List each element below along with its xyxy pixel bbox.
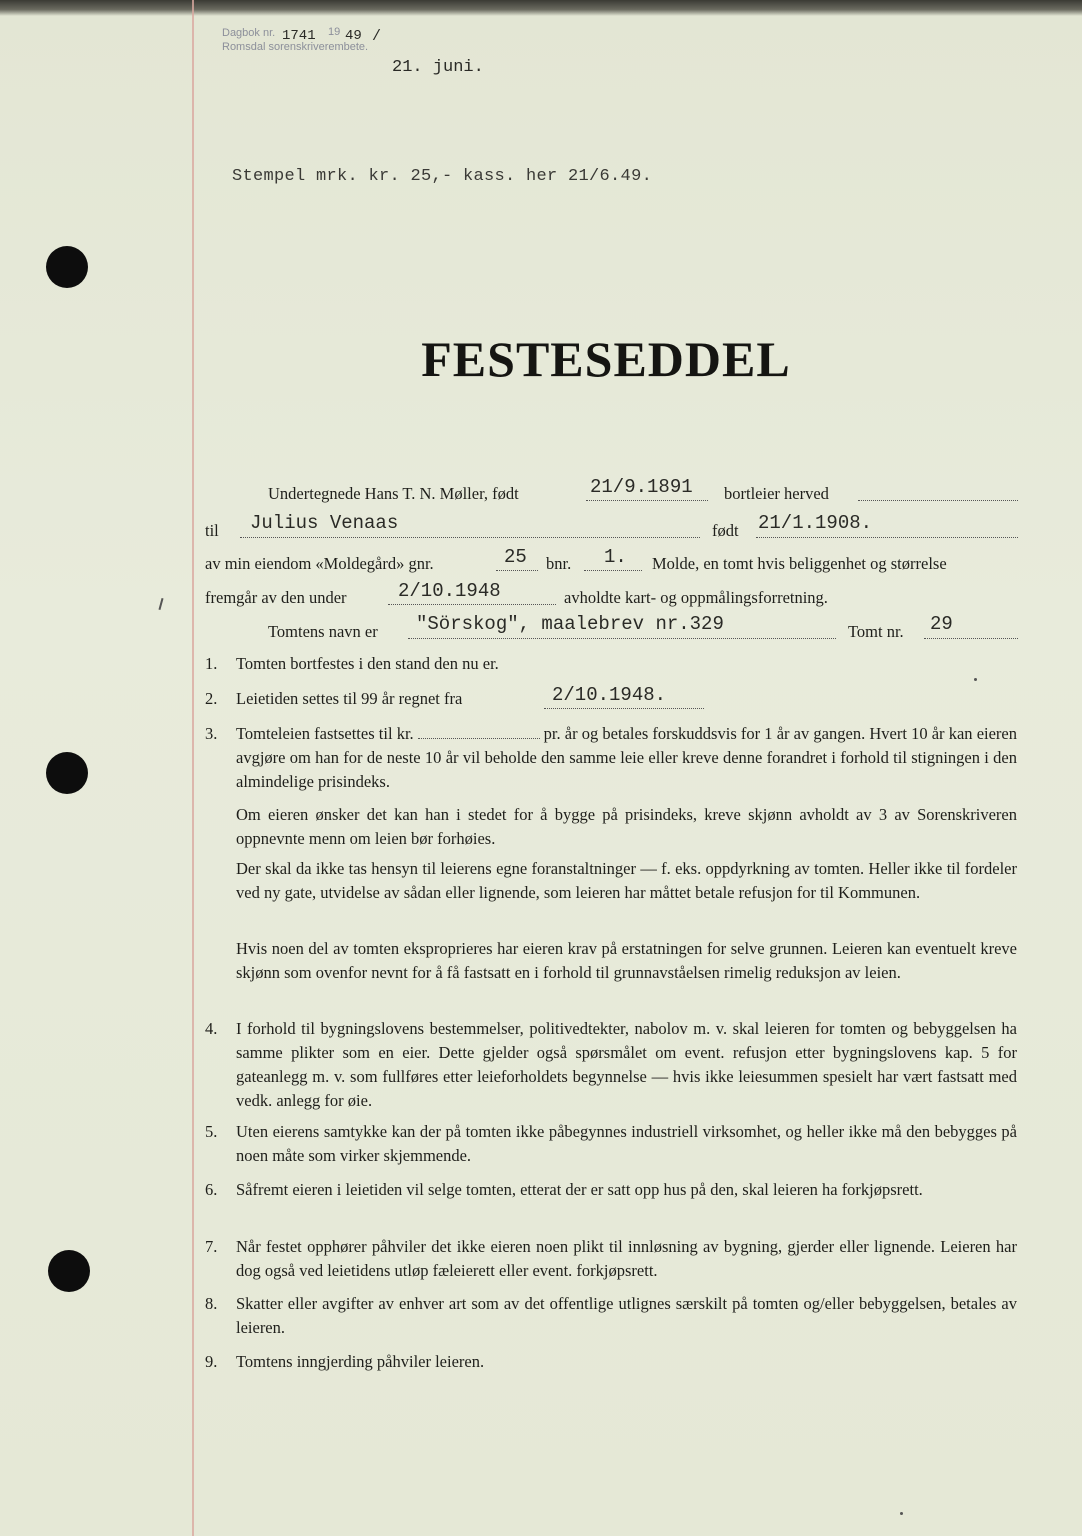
- clause-6: [205, 1178, 1017, 1202]
- stamp-office: Romsdal sorenskriverembete.: [222, 41, 369, 53]
- clause-text: Leietiden settes til 99 år regnet fra: [236, 689, 463, 708]
- form-line4-prefix: fremgår av den under: [205, 588, 347, 607]
- fill-line: [586, 500, 708, 501]
- plot-no-label: Tomt nr.: [848, 622, 904, 641]
- form-line1-suffix: bortleier herved: [724, 484, 829, 503]
- stempel-line: Stempel mrk. kr. 25,- kass. her 21/6.49.: [232, 167, 653, 186]
- lease-start-date: 2/10.1948.: [552, 684, 667, 706]
- clause-number: 9.: [205, 1352, 218, 1371]
- fill-line: [240, 537, 700, 538]
- clause-text-b: pr. år og betales forskuddsvis for 1 år av gangen. Hvert 10 år kan eieren avgjøre om han for de neste 10 år vil beholde den samme leie eller kreve denne forandret i forhold til stigningen i den almindelige prisindeks.: [236, 724, 1017, 791]
- clause-3: [205, 722, 1017, 794]
- survey-date: 2/10.1948: [398, 580, 501, 602]
- clause-5: [205, 1120, 1017, 1168]
- fill-line: [418, 738, 540, 739]
- form-line2-born-label: født: [712, 521, 739, 540]
- clause-3-paragraph-4: Hvis noen del av tomten eksproprieres har eieren krav på erstatningen for selve grunnen. Leieren kan eventuelt kreve skjønn som ovenfor nevnt for å få fastsatt en i forhold til grunnavståelsen rimelig reduksjon av leien.: [236, 939, 1017, 982]
- clause-text: Uten eierens samtykke kan der på tomten ikke påbegynnes industriell virksomhet, og heller ikke må den bebygges på noen måte som virker skjemmende.: [236, 1122, 1017, 1165]
- scan-top-edge: [0, 0, 1082, 16]
- clause-number: 8.: [205, 1294, 218, 1313]
- clause-number: 1.: [205, 654, 218, 673]
- plot-no: 29: [930, 613, 953, 635]
- fill-line: [924, 638, 1018, 639]
- punch-hole: [46, 752, 88, 794]
- form-line1-prefix: Undertegnede Hans T. N. Møller, født: [268, 484, 519, 503]
- fill-line: [756, 537, 1018, 538]
- clause-3-paragraph-3: Der skal da ikke tas hensyn til leierens egne foranstaltninger — f. eks. oppdyrkning av tomten. Heller ikke til fordeler ved ny gate, utvidelse av sådan eller lignende, som leieren har måttet betale refusjon for til Kommunen.: [236, 859, 1017, 902]
- gnr-value: 25: [504, 546, 527, 568]
- owner-birthdate: 21/9.1891: [590, 476, 693, 498]
- document-title: FESTESEDDEL: [421, 331, 791, 387]
- tenant-name: Julius Venaas: [250, 512, 399, 534]
- clause-text: Skatter eller avgifter av enhver art som av det offentlige utlignes særskilt på tomten og/eller bebyggelsen, betales av leieren.: [236, 1294, 1017, 1337]
- clause-4: [205, 1017, 1017, 1113]
- fill-line: [584, 570, 642, 571]
- clause-3-paragraph-2: Om eieren ønsker det kan han i stedet for å bygge på prisindeks, kreve skjønn avholdt av 3 av Sorenskriveren oppnevnte menn om leien bør forhøies.: [236, 805, 1017, 848]
- punch-hole: [46, 246, 88, 288]
- clause-9: [205, 1350, 1017, 1374]
- fill-line: [496, 570, 538, 571]
- tenant-birthdate: 21/1.1908.: [758, 512, 873, 534]
- clause-text: Tomten bortfestes i den stand den nu er.: [236, 654, 499, 673]
- pencil-mark: [158, 598, 163, 610]
- stamp-slash: /: [372, 28, 382, 45]
- clause-number: 7.: [205, 1237, 218, 1256]
- clause-number: 2.: [205, 689, 218, 708]
- bnr-value: 1.: [604, 546, 627, 568]
- stamp-year: 49: [345, 28, 362, 44]
- stamp-year-prefix: 19: [328, 26, 341, 38]
- clause-number: 5.: [205, 1122, 218, 1141]
- stamp-date: 21. juni.: [392, 58, 484, 77]
- form-line2-prefix: til: [205, 521, 219, 540]
- form-line3-prefix: av min eiendom «Moldegård» gnr.: [205, 554, 434, 573]
- clause-text: I forhold til bygningslovens bestemmelser, politivedtekter, nabolov m. v. skal leieren for tomten og bebyggelsen ha samme plikter som en eier. Dette gjelder også spørsmålet om event. refusjon etter bygningslovens kap. 5 for gateanlegg m. v. som fullføres etter leieforholdets begynnelse — hvis ikke leiesummen spesielt har vært fastsatt med vedk. anlegg for øie.: [236, 1019, 1017, 1110]
- margin-rule: [192, 0, 194, 1536]
- clause-number: 4.: [205, 1019, 218, 1038]
- scan-speck: [974, 678, 977, 681]
- form-line5-prefix: Tomtens navn er: [268, 622, 378, 641]
- fill-line: [858, 500, 1018, 501]
- clause-8: [205, 1292, 1017, 1340]
- fill-line: [544, 708, 704, 709]
- stamp-number: 1741: [282, 28, 316, 44]
- clause-text: Når festet opphører påhviler det ikke eieren noen plikt til innløsning av bygning, gjerder eller lignende. Leieren har dog også ved leietidens utløp fæleierett eller event. forkjøpsrett.: [236, 1237, 1017, 1280]
- clause-text-a: Tomteleien fastsettes til kr.: [236, 724, 414, 743]
- plot-name: "Sörskog", maalebrev nr.329: [416, 613, 724, 635]
- bnr-label: bnr.: [546, 554, 572, 573]
- clause-number: 3.: [205, 724, 218, 743]
- clause-7: [205, 1235, 1017, 1283]
- clause-text: Såfremt eieren i leietiden vil selge tomten, etterat der er satt opp hus på den, skal leieren ha forkjøpsrett.: [236, 1180, 923, 1199]
- fill-line: [408, 638, 836, 639]
- clause-1: [205, 652, 1017, 676]
- punch-hole: [48, 1250, 90, 1292]
- scan-speck: [900, 1512, 903, 1515]
- form-line4-suffix: avholdte kart- og oppmålingsforretning.: [564, 588, 828, 607]
- stamp-dagbok-label: Dagbok nr.: [222, 27, 276, 39]
- form-line3-suffix: Molde, en tomt hvis beliggenhet og størrelse: [652, 554, 947, 573]
- clause-text: Tomtens inngjerding påhviler leieren.: [236, 1352, 485, 1371]
- clause-number: 6.: [205, 1180, 218, 1199]
- fill-line: [388, 604, 556, 605]
